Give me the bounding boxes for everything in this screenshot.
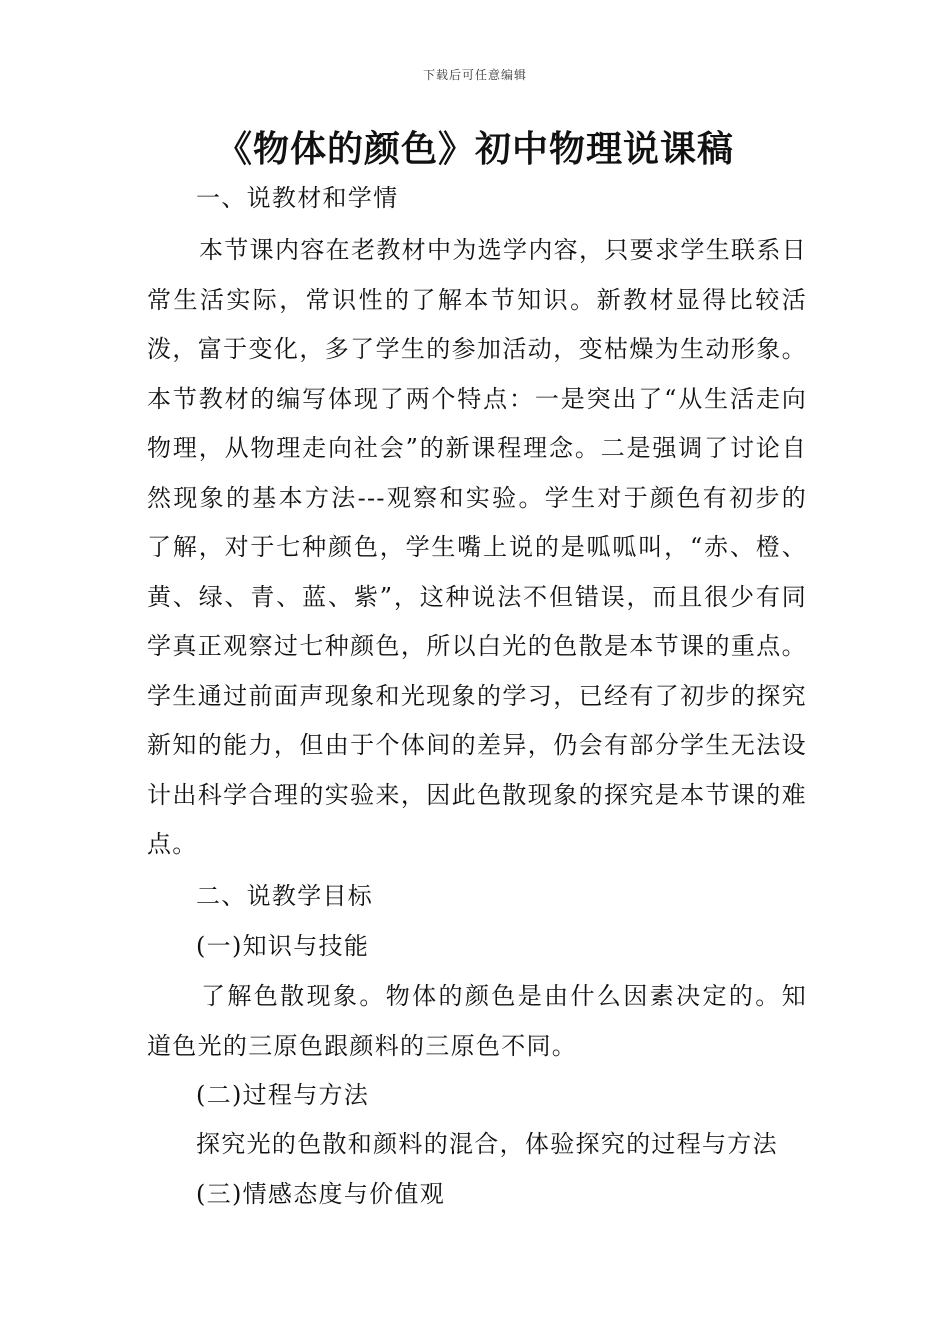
section2-heading: 二、说教学目标 bbox=[196, 882, 374, 910]
subsection2-text: 探究光的色散和颜料的混合，体验探究的过程与方法 bbox=[196, 1130, 778, 1158]
document-title: 《物体的颜色》初中物理说课稿 bbox=[215, 129, 734, 170]
subsection1-heading: (一)知识与技能 bbox=[196, 932, 370, 960]
header-note: 下载后可任意编辑 bbox=[422, 68, 527, 82]
section1-paragraph: 本节课内容在老教材中为选学内容，只要求学生联系日常生活实际，常识性的了解本节知识。新教材显得比较活泼，富于变化，多了学生的参加活动，变枯燥为生动形象。本节教材的编写体现了两个特点：一是突出了“从生活走向物理，从物理走向社会”的新课程理念。二是强调了讨论自然现象的基本方法---观察和实验。学生对于颜色有初步的了解，对于七种颜色，学生嘴上说的是呱呱叫，“赤、橙、黄、绿、青、蓝、紫”，这种说法不但错误，而且很少有同学真正观察过七种颜色，所以白光的色散是本节课的重点。学生通过前面声现象和光现象的学习，已经有了初步的探究新知的能力，但由于个体间的差异，仍会有部分学生无法设计出科学合理的实验来，因此色散现象的探究是本节课的难点。 bbox=[147, 236, 807, 858]
section1-heading: 一、说教材和学情 bbox=[196, 184, 399, 212]
subsection2-heading: (二)过程与方法 bbox=[196, 1081, 370, 1109]
subsection1-paragraph: 了解色散现象。物体的颜色是由什么因素决定的。知道色光的三原色跟颜料的三原色不同。 bbox=[147, 982, 807, 1060]
subsection3-heading: (三)情感态度与价值观 bbox=[196, 1180, 446, 1208]
